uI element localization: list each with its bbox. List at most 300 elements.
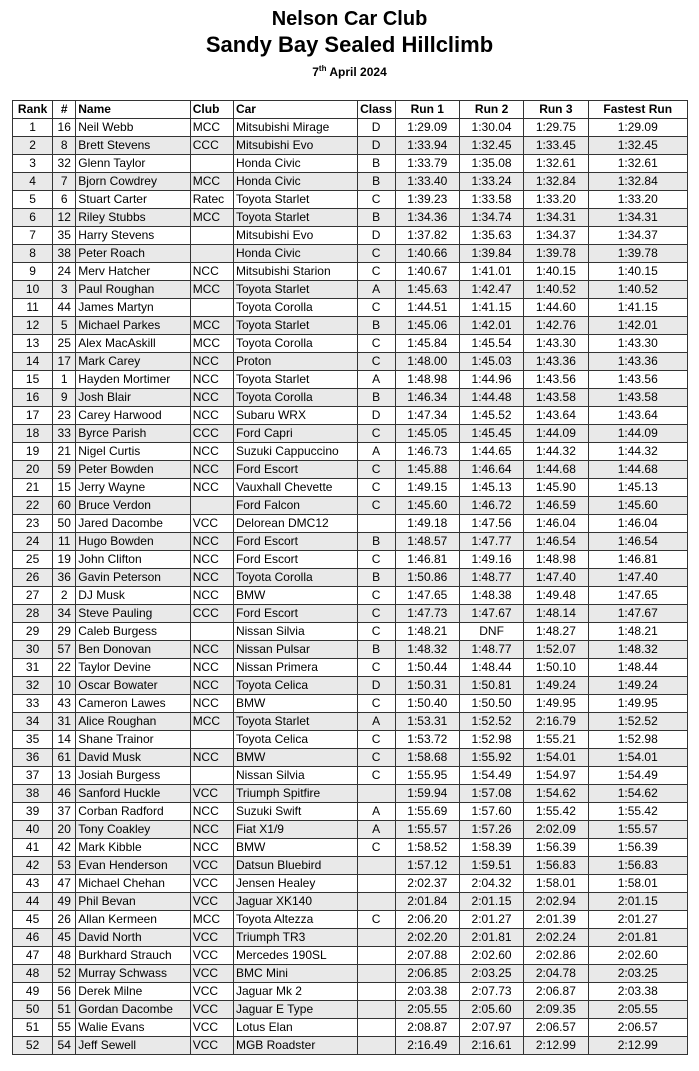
cell-fastest: 1:49.24 — [588, 677, 688, 695]
col-header-class: Class — [357, 101, 395, 119]
cell-class: A — [357, 713, 395, 731]
cell-run3: 1:33.20 — [524, 191, 588, 209]
cell-run2: 1:50.81 — [459, 677, 523, 695]
table-row — [13, 1019, 688, 1037]
cell-fastest: 1:56.39 — [588, 839, 688, 857]
cell-number: 37 — [53, 803, 76, 821]
cell-rank: 44 — [13, 893, 53, 911]
cell-number: 8 — [53, 137, 76, 155]
cell-club: MCC — [190, 713, 233, 731]
cell-club — [190, 299, 233, 317]
cell-class: C — [357, 263, 395, 281]
cell-rank: 41 — [13, 839, 53, 857]
cell-car: Toyota Starlet — [233, 371, 357, 389]
cell-class — [357, 1001, 395, 1019]
cell-rank: 21 — [13, 479, 53, 497]
cell-number: 49 — [53, 893, 76, 911]
cell-number: 23 — [53, 407, 76, 425]
cell-number: 50 — [53, 515, 76, 533]
cell-number: 16 — [53, 119, 76, 137]
cell-run3: 1:49.48 — [524, 587, 588, 605]
cell-number: 59 — [53, 461, 76, 479]
cell-name: Nigel Curtis — [76, 443, 191, 461]
cell-class: C — [357, 497, 395, 515]
cell-rank: 26 — [13, 569, 53, 587]
cell-number: 2 — [53, 587, 76, 605]
cell-car: Toyota Celica — [233, 677, 357, 695]
cell-rank: 9 — [13, 263, 53, 281]
cell-run3: 1:46.54 — [524, 533, 588, 551]
cell-name: John Clifton — [76, 551, 191, 569]
cell-club: VCC — [190, 965, 233, 983]
cell-run3: 1:56.39 — [524, 839, 588, 857]
cell-run3: 1:50.10 — [524, 659, 588, 677]
cell-car: Ford Escort — [233, 461, 357, 479]
cell-number: 11 — [53, 533, 76, 551]
table-row — [13, 281, 688, 299]
cell-run2: 2:01.15 — [459, 893, 523, 911]
cell-car: Suzuki Cappuccino — [233, 443, 357, 461]
cell-run1: 1:47.73 — [395, 605, 459, 623]
col-header-run1: Run 1 — [395, 101, 459, 119]
cell-name: Bruce Verdon — [76, 497, 191, 515]
cell-run1: 2:02.37 — [395, 875, 459, 893]
cell-run1: 1:34.36 — [395, 209, 459, 227]
cell-club: VCC — [190, 875, 233, 893]
cell-number: 57 — [53, 641, 76, 659]
cell-run2: 1:44.96 — [459, 371, 523, 389]
cell-run1: 1:46.73 — [395, 443, 459, 461]
cell-run2: 1:57.08 — [459, 785, 523, 803]
cell-car: BMW — [233, 695, 357, 713]
table-row — [13, 1001, 688, 1019]
cell-run3: 2:09.35 — [524, 1001, 588, 1019]
cell-fastest: 1:34.31 — [588, 209, 688, 227]
table-row — [13, 659, 688, 677]
cell-run1: 1:48.21 — [395, 623, 459, 641]
cell-run2: 1:57.60 — [459, 803, 523, 821]
cell-fastest: 1:47.40 — [588, 569, 688, 587]
cell-class: C — [357, 731, 395, 749]
event-date — [0, 60, 699, 81]
cell-car: Toyota Starlet — [233, 713, 357, 731]
cell-car: Ford Escort — [233, 533, 357, 551]
cell-class: B — [357, 209, 395, 227]
cell-car: Toyota Corolla — [233, 335, 357, 353]
cell-name: Peter Bowden — [76, 461, 191, 479]
cell-car: Jensen Healey — [233, 875, 357, 893]
cell-fastest: 1:44.68 — [588, 461, 688, 479]
table-row — [13, 407, 688, 425]
cell-rank: 30 — [13, 641, 53, 659]
cell-run3: 2:02.94 — [524, 893, 588, 911]
cell-number: 19 — [53, 551, 76, 569]
cell-rank: 19 — [13, 443, 53, 461]
cell-run2: 1:52.52 — [459, 713, 523, 731]
cell-fastest: 2:01.27 — [588, 911, 688, 929]
cell-run2: 1:42.47 — [459, 281, 523, 299]
cell-club: NCC — [190, 749, 233, 767]
cell-run1: 1:58.52 — [395, 839, 459, 857]
cell-class: A — [357, 443, 395, 461]
cell-rank: 27 — [13, 587, 53, 605]
cell-fastest: 2:03.38 — [588, 983, 688, 1001]
cell-car: Fiat X1/9 — [233, 821, 357, 839]
cell-club — [190, 731, 233, 749]
cell-club: MCC — [190, 119, 233, 137]
cell-club: NCC — [190, 587, 233, 605]
cell-number: 32 — [53, 155, 76, 173]
cell-rank: 31 — [13, 659, 53, 677]
cell-run1: 1:53.31 — [395, 713, 459, 731]
cell-rank: 12 — [13, 317, 53, 335]
cell-rank: 35 — [13, 731, 53, 749]
table-row — [13, 479, 688, 497]
cell-rank: 11 — [13, 299, 53, 317]
cell-name: Gavin Peterson — [76, 569, 191, 587]
table-row — [13, 803, 688, 821]
table-row — [13, 353, 688, 371]
cell-run3: 1:34.31 — [524, 209, 588, 227]
cell-number: 7 — [53, 173, 76, 191]
col-header-fastest: Fastest Run — [588, 101, 688, 119]
table-row — [13, 245, 688, 263]
cell-run3: 2:02.86 — [524, 947, 588, 965]
cell-club: CCC — [190, 425, 233, 443]
cell-club: VCC — [190, 983, 233, 1001]
cell-run3: 1:46.59 — [524, 497, 588, 515]
cell-fastest: 1:55.42 — [588, 803, 688, 821]
cell-name: Derek Milne — [76, 983, 191, 1001]
cell-run1: 1:48.98 — [395, 371, 459, 389]
cell-club: NCC — [190, 821, 233, 839]
cell-run2: 1:55.92 — [459, 749, 523, 767]
cell-class: A — [357, 371, 395, 389]
cell-car: Triumph TR3 — [233, 929, 357, 947]
cell-run1: 1:46.34 — [395, 389, 459, 407]
cell-run1: 1:44.51 — [395, 299, 459, 317]
cell-fastest: 1:48.32 — [588, 641, 688, 659]
cell-rank: 8 — [13, 245, 53, 263]
cell-car: Toyota Starlet — [233, 209, 357, 227]
cell-rank: 32 — [13, 677, 53, 695]
cell-run3: 1:43.64 — [524, 407, 588, 425]
table-row — [13, 641, 688, 659]
cell-name: Ben Donovan — [76, 641, 191, 659]
cell-run2: 1:50.50 — [459, 695, 523, 713]
table-row — [13, 857, 688, 875]
cell-number: 42 — [53, 839, 76, 857]
cell-club — [190, 497, 233, 515]
table-row — [13, 569, 688, 587]
cell-fastest: 1:41.15 — [588, 299, 688, 317]
cell-number: 54 — [53, 1037, 76, 1055]
cell-fastest: 1:39.78 — [588, 245, 688, 263]
cell-run2: 2:07.73 — [459, 983, 523, 1001]
cell-run2: 1:48.38 — [459, 587, 523, 605]
cell-number: 51 — [53, 1001, 76, 1019]
table-row — [13, 749, 688, 767]
cell-rank: 40 — [13, 821, 53, 839]
cell-run3: 1:43.36 — [524, 353, 588, 371]
cell-run2: 1:52.98 — [459, 731, 523, 749]
cell-name: Neil Webb — [76, 119, 191, 137]
cell-number: 25 — [53, 335, 76, 353]
cell-number: 26 — [53, 911, 76, 929]
cell-name: Merv Hatcher — [76, 263, 191, 281]
cell-class: C — [357, 587, 395, 605]
table-row — [13, 839, 688, 857]
cell-rank: 23 — [13, 515, 53, 533]
cell-run1: 1:55.95 — [395, 767, 459, 785]
cell-run3: 1:48.14 — [524, 605, 588, 623]
cell-run2: 1:58.39 — [459, 839, 523, 857]
cell-name: Jared Dacombe — [76, 515, 191, 533]
cell-number: 33 — [53, 425, 76, 443]
cell-run1: 1:48.57 — [395, 533, 459, 551]
cell-run3: 1:33.45 — [524, 137, 588, 155]
cell-rank: 13 — [13, 335, 53, 353]
cell-club: NCC — [190, 641, 233, 659]
cell-name: Gordan Dacombe — [76, 1001, 191, 1019]
cell-class: B — [357, 317, 395, 335]
cell-club: NCC — [190, 551, 233, 569]
cell-run1: 1:49.15 — [395, 479, 459, 497]
cell-club — [190, 155, 233, 173]
cell-run3: 1:54.01 — [524, 749, 588, 767]
table-row — [13, 875, 688, 893]
table-row — [13, 335, 688, 353]
cell-club: NCC — [190, 389, 233, 407]
cell-number: 38 — [53, 245, 76, 263]
cell-number: 61 — [53, 749, 76, 767]
table-row — [13, 821, 688, 839]
cell-run3: 1:44.32 — [524, 443, 588, 461]
cell-rank: 42 — [13, 857, 53, 875]
col-header-run3: Run 3 — [524, 101, 588, 119]
cell-class: A — [357, 281, 395, 299]
cell-run1: 1:29.09 — [395, 119, 459, 137]
cell-rank: 7 — [13, 227, 53, 245]
cell-number: 5 — [53, 317, 76, 335]
cell-class: A — [357, 821, 395, 839]
cell-club: NCC — [190, 353, 233, 371]
cell-number: 29 — [53, 623, 76, 641]
cell-club: MCC — [190, 281, 233, 299]
cell-club: NCC — [190, 569, 233, 587]
col-header-run2: Run 2 — [459, 101, 523, 119]
cell-run2: 1:45.13 — [459, 479, 523, 497]
cell-number: 22 — [53, 659, 76, 677]
cell-car: Ford Escort — [233, 551, 357, 569]
cell-run2: 1:47.67 — [459, 605, 523, 623]
table-row — [13, 389, 688, 407]
cell-car: BMW — [233, 839, 357, 857]
cell-fastest: 2:03.25 — [588, 965, 688, 983]
cell-run2: 2:16.61 — [459, 1037, 523, 1055]
cell-run3: 1:48.27 — [524, 623, 588, 641]
cell-class: C — [357, 191, 395, 209]
cell-rank: 6 — [13, 209, 53, 227]
cell-number: 3 — [53, 281, 76, 299]
cell-name: Hugo Bowden — [76, 533, 191, 551]
cell-run1: 1:40.66 — [395, 245, 459, 263]
cell-run2: 1:48.77 — [459, 569, 523, 587]
cell-run2: 1:57.26 — [459, 821, 523, 839]
cell-run2: 2:02.60 — [459, 947, 523, 965]
cell-rank: 10 — [13, 281, 53, 299]
cell-number: 21 — [53, 443, 76, 461]
cell-rank: 17 — [13, 407, 53, 425]
cell-run3: 1:48.98 — [524, 551, 588, 569]
table-row — [13, 713, 688, 731]
cell-name: Michael Parkes — [76, 317, 191, 335]
cell-run3: 2:04.78 — [524, 965, 588, 983]
cell-run1: 1:50.31 — [395, 677, 459, 695]
cell-run1: 1:45.06 — [395, 317, 459, 335]
cell-run1: 1:49.18 — [395, 515, 459, 533]
cell-class: C — [357, 605, 395, 623]
cell-number: 52 — [53, 965, 76, 983]
cell-car: Nissan Silvia — [233, 767, 357, 785]
cell-name: Tony Coakley — [76, 821, 191, 839]
table-row — [13, 785, 688, 803]
cell-run1: 1:58.68 — [395, 749, 459, 767]
cell-class: C — [357, 767, 395, 785]
cell-run2: 1:48.77 — [459, 641, 523, 659]
cell-number: 56 — [53, 983, 76, 1001]
cell-name: Evan Henderson — [76, 857, 191, 875]
cell-run1: 2:06.20 — [395, 911, 459, 929]
cell-club: VCC — [190, 785, 233, 803]
cell-run1: 2:02.20 — [395, 929, 459, 947]
cell-run2: DNF — [459, 623, 523, 641]
cell-club: MCC — [190, 911, 233, 929]
cell-club: NCC — [190, 677, 233, 695]
cell-fastest: 1:43.36 — [588, 353, 688, 371]
cell-run2: 1:41.01 — [459, 263, 523, 281]
cell-run1: 1:59.94 — [395, 785, 459, 803]
cell-fastest: 2:01.15 — [588, 893, 688, 911]
cell-class: C — [357, 695, 395, 713]
table-row — [13, 983, 688, 1001]
cell-name: Caleb Burgess — [76, 623, 191, 641]
cell-fastest: 1:46.04 — [588, 515, 688, 533]
club-title: Nelson Car Club — [271, 8, 428, 30]
cell-rank: 51 — [13, 1019, 53, 1037]
cell-car: Jaguar E Type — [233, 1001, 357, 1019]
cell-rank: 48 — [13, 965, 53, 983]
cell-run3: 2:12.99 — [524, 1037, 588, 1055]
cell-club: NCC — [190, 263, 233, 281]
cell-name: Carey Harwood — [76, 407, 191, 425]
cell-run2: 2:07.97 — [459, 1019, 523, 1037]
cell-car: Datsun Bluebird — [233, 857, 357, 875]
cell-fastest: 1:56.83 — [588, 857, 688, 875]
table-row — [13, 263, 688, 281]
cell-club: VCC — [190, 857, 233, 875]
cell-class: B — [357, 641, 395, 659]
cell-run2: 1:39.84 — [459, 245, 523, 263]
cell-fastest: 2:06.57 — [588, 1019, 688, 1037]
cell-car: Jaguar Mk 2 — [233, 983, 357, 1001]
cell-club: VCC — [190, 1001, 233, 1019]
cell-class: B — [357, 155, 395, 173]
table-row — [13, 461, 688, 479]
cell-number: 43 — [53, 695, 76, 713]
cell-class: C — [357, 479, 395, 497]
cell-rank: 16 — [13, 389, 53, 407]
cell-number: 9 — [53, 389, 76, 407]
cell-name: Glenn Taylor — [76, 155, 191, 173]
cell-class — [357, 785, 395, 803]
cell-name: Josiah Burgess — [76, 767, 191, 785]
table-row — [13, 695, 688, 713]
cell-number: 47 — [53, 875, 76, 893]
cell-number: 20 — [53, 821, 76, 839]
cell-rank: 34 — [13, 713, 53, 731]
cell-club — [190, 767, 233, 785]
cell-name: Burkhard Strauch — [76, 947, 191, 965]
cell-fastest: 1:54.62 — [588, 785, 688, 803]
cell-run1: 1:33.40 — [395, 173, 459, 191]
cell-run3: 1:43.58 — [524, 389, 588, 407]
cell-run2: 1:32.45 — [459, 137, 523, 155]
cell-club: NCC — [190, 659, 233, 677]
cell-fastest: 1:45.60 — [588, 497, 688, 515]
cell-run2: 1:35.63 — [459, 227, 523, 245]
cell-rank: 28 — [13, 605, 53, 623]
cell-run1: 1:45.88 — [395, 461, 459, 479]
cell-class — [357, 875, 395, 893]
cell-name: Cameron Lawes — [76, 695, 191, 713]
cell-run1: 1:45.84 — [395, 335, 459, 353]
cell-rank: 4 — [13, 173, 53, 191]
cell-run2: 1:49.16 — [459, 551, 523, 569]
table-row — [13, 911, 688, 929]
table-row — [13, 191, 688, 209]
cell-class: D — [357, 677, 395, 695]
cell-name: Brett Stevens — [76, 137, 191, 155]
cell-car: Delorean DMC12 — [233, 515, 357, 533]
cell-name: Jeff Sewell — [76, 1037, 191, 1055]
cell-run2: 1:42.01 — [459, 317, 523, 335]
cell-fastest: 1:54.01 — [588, 749, 688, 767]
cell-fastest: 2:05.55 — [588, 1001, 688, 1019]
cell-fastest: 1:48.44 — [588, 659, 688, 677]
cell-class: C — [357, 749, 395, 767]
cell-name: Mark Kibble — [76, 839, 191, 857]
cell-club: NCC — [190, 443, 233, 461]
cell-run1: 1:33.94 — [395, 137, 459, 155]
cell-run3: 1:46.04 — [524, 515, 588, 533]
cell-name: Hayden Mortimer — [76, 371, 191, 389]
cell-number: 6 — [53, 191, 76, 209]
cell-run3: 1:42.76 — [524, 317, 588, 335]
cell-run1: 1:33.79 — [395, 155, 459, 173]
cell-run2: 1:46.72 — [459, 497, 523, 515]
cell-fastest: 1:32.61 — [588, 155, 688, 173]
cell-number: 10 — [53, 677, 76, 695]
cell-rank: 20 — [13, 461, 53, 479]
table-row — [13, 551, 688, 569]
cell-class — [357, 947, 395, 965]
cell-run3: 1:47.40 — [524, 569, 588, 587]
cell-car: Toyota Starlet — [233, 281, 357, 299]
cell-club — [190, 227, 233, 245]
cell-car: Jaguar XK140 — [233, 893, 357, 911]
cell-fastest: 1:29.09 — [588, 119, 688, 137]
